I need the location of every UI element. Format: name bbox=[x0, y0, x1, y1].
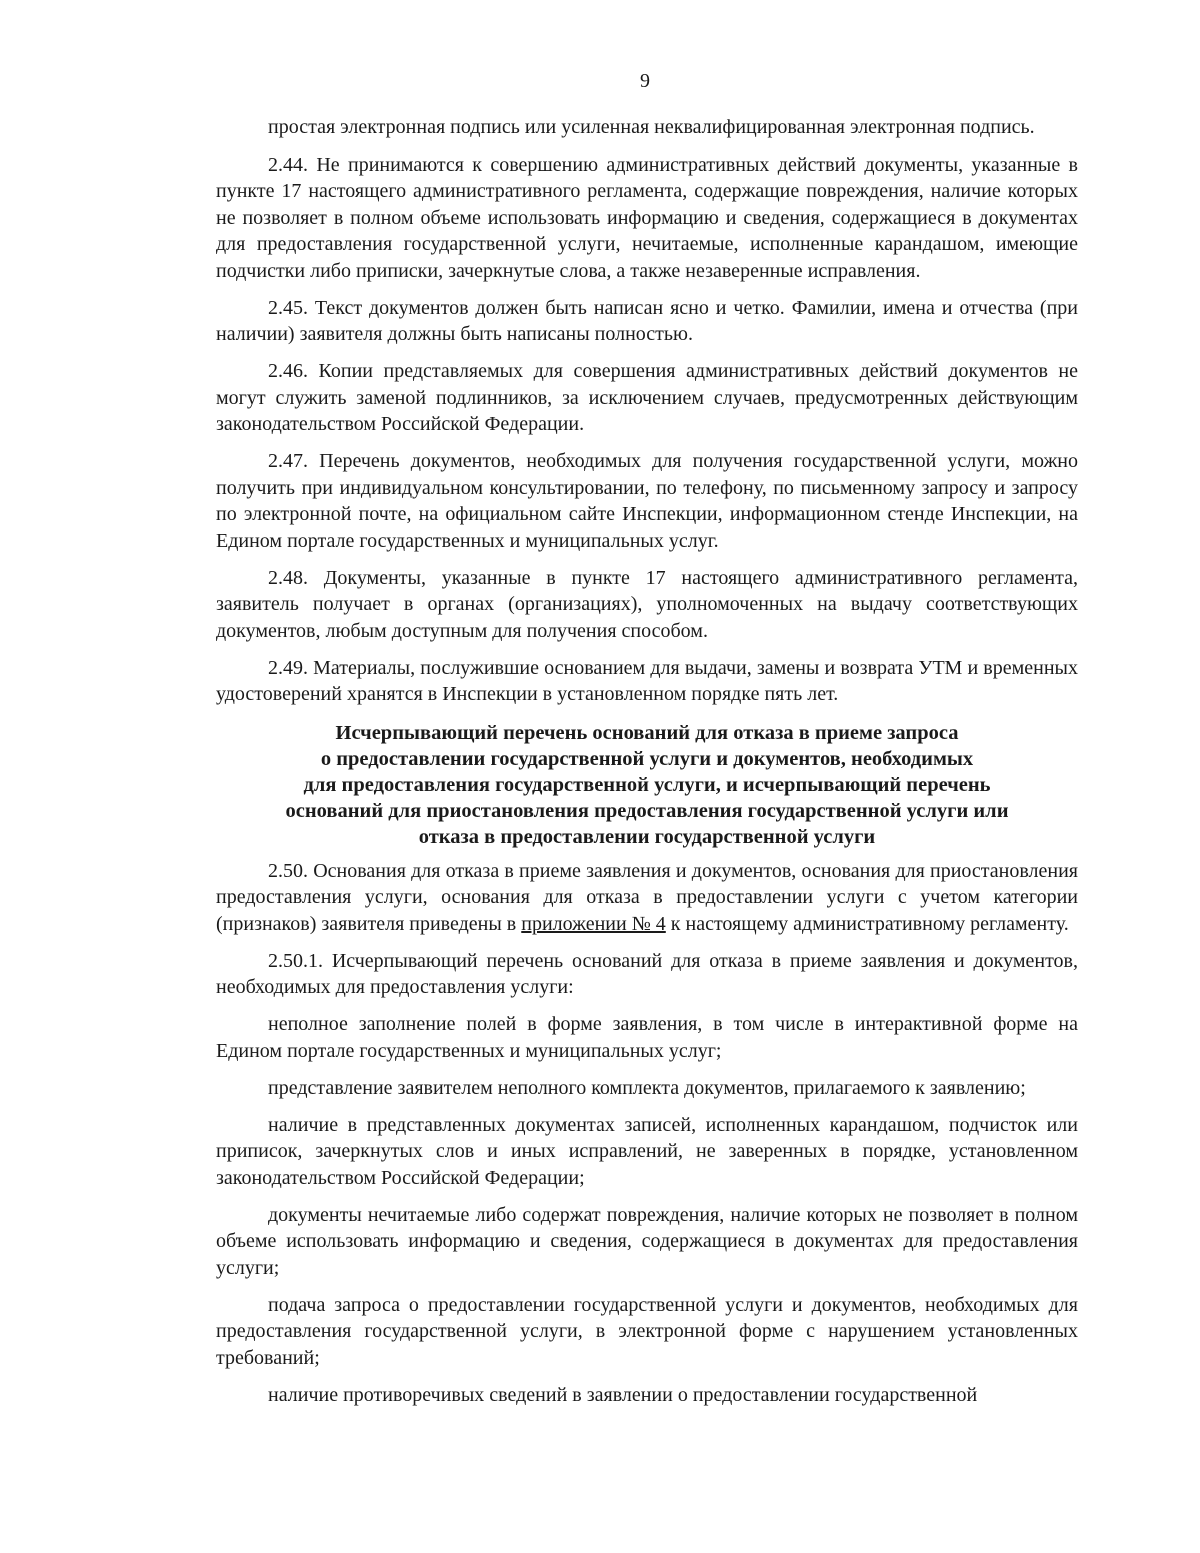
paragraph-2-45: 2.45. Текст документов должен быть написан ясно и четко. Фамилии, имена и отчества (при наличии) заявителя должны быть написаны полностью. bbox=[216, 296, 1078, 345]
list-item: неполное заполнение полей в форме заявления, в том числе в интерактивной форме на Едином портале государственных и муниципальных услуг; bbox=[216, 1013, 1078, 1062]
section-heading bbox=[216, 720, 1078, 850]
paragraph-2-49: 2.49. Материалы, послужившие основанием для выдачи, замены и возврата УТМ и временных удостоверений хранятся в Инспекции в установленном порядке пять лет. bbox=[216, 656, 1078, 705]
heading-line: о предоставлении государственной услуги и документов, необходимых bbox=[320, 747, 974, 770]
heading-line: отказа в предоставлении государственной услуги bbox=[418, 825, 876, 848]
list-item: документы нечитаемые либо содержат повреждения, наличие которых не позволяет в полном объеме использовать информацию и сведения, содержащиеся в документах для предоставления услуги; bbox=[216, 1203, 1078, 1279]
paragraph-text: 2.50. Основания для отказа в приеме заявления и документов, основания для приостановления предоставления услуги, основания для отказа в предоставлении услуги с учетом категории (признаков) заявителя приведены в bbox=[216, 859, 1078, 935]
heading-line: Исчерпывающий перечень оснований для отказа в приеме запроса bbox=[335, 721, 959, 744]
appendix-4-link[interactable]: приложении № 4 bbox=[521, 912, 666, 935]
list-item: наличие в представленных документах записей, исполненных карандашом, подчисток или приписок, зачеркнутых слов и иных исправлений, не заверенных в порядке, установленном законодательством Российской Федерации; bbox=[216, 1113, 1078, 1189]
paragraph-2-50 bbox=[216, 858, 1078, 938]
paragraph-2-48: 2.48. Документы, указанные в пункте 17 настоящего административного регламента, заявитель получает в органах (организациях), уполномоченных на выдачу соответствующих документов, любым доступным для получения способом. bbox=[216, 566, 1078, 642]
paragraph-text: к настоящему административному регламенту. bbox=[665, 912, 1069, 935]
paragraph-2-47: 2.47. Перечень документов, необходимых для получения государственной услуги, можно получить при индивидуальном консультировании, по телефону, по письменному запросу и запросу по электронной почте, на официальном сайте Инспекции, информационном стенде Инспекции, на Едином портале государственных и муниципальных услуг. bbox=[216, 450, 1078, 552]
heading-line: оснований для приостановления предоставления государственной услуги или bbox=[285, 799, 1009, 822]
paragraph-2-44: 2.44. Не принимаются к совершению административных действий документы, указанные в пункте 17 настоящего административного регламента, содержащие повреждения, наличие которых не позволяет в полном объеме использовать информацию и сведения, содержащиеся в документах для предоставления государственной услуги, нечитаемые, исполненные карандашом, имеющие подчистки либо приписки, зачеркнутые слова, а также незаверенные исправления. bbox=[216, 153, 1078, 282]
paragraph-2-50-1: 2.50.1. Исчерпывающий перечень оснований для отказа в приеме заявления и документов, необходимых для предоставления услуги: bbox=[216, 949, 1078, 998]
list-item: представление заявителем неполного комплекта документов, прилагаемого к заявлению; bbox=[268, 1076, 1026, 1099]
document-body bbox=[216, 114, 1078, 1419]
paragraph: простая электронная подпись или усиленная неквалифицированная электронная подпись. bbox=[268, 116, 1035, 138]
list-item: наличие противоречивых сведений в заявлении о предоставлении государственной bbox=[268, 1383, 978, 1406]
heading-line: для предоставления государственной услуги, и исчерпывающий перечень bbox=[303, 773, 991, 796]
list-item: подача запроса о предоставлении государственной услуги и документов, необходимых для предоставления государственной услуги, в электронной форме с нарушением установленных требований; bbox=[216, 1293, 1078, 1369]
page-number: 9 bbox=[640, 70, 650, 92]
paragraph-2-46: 2.46. Копии представляемых для совершения административных действий документов не могут служить заменой подлинников, за исключением случаев, предусмотренных действующим законодательством Российской Федерации. bbox=[216, 360, 1078, 435]
